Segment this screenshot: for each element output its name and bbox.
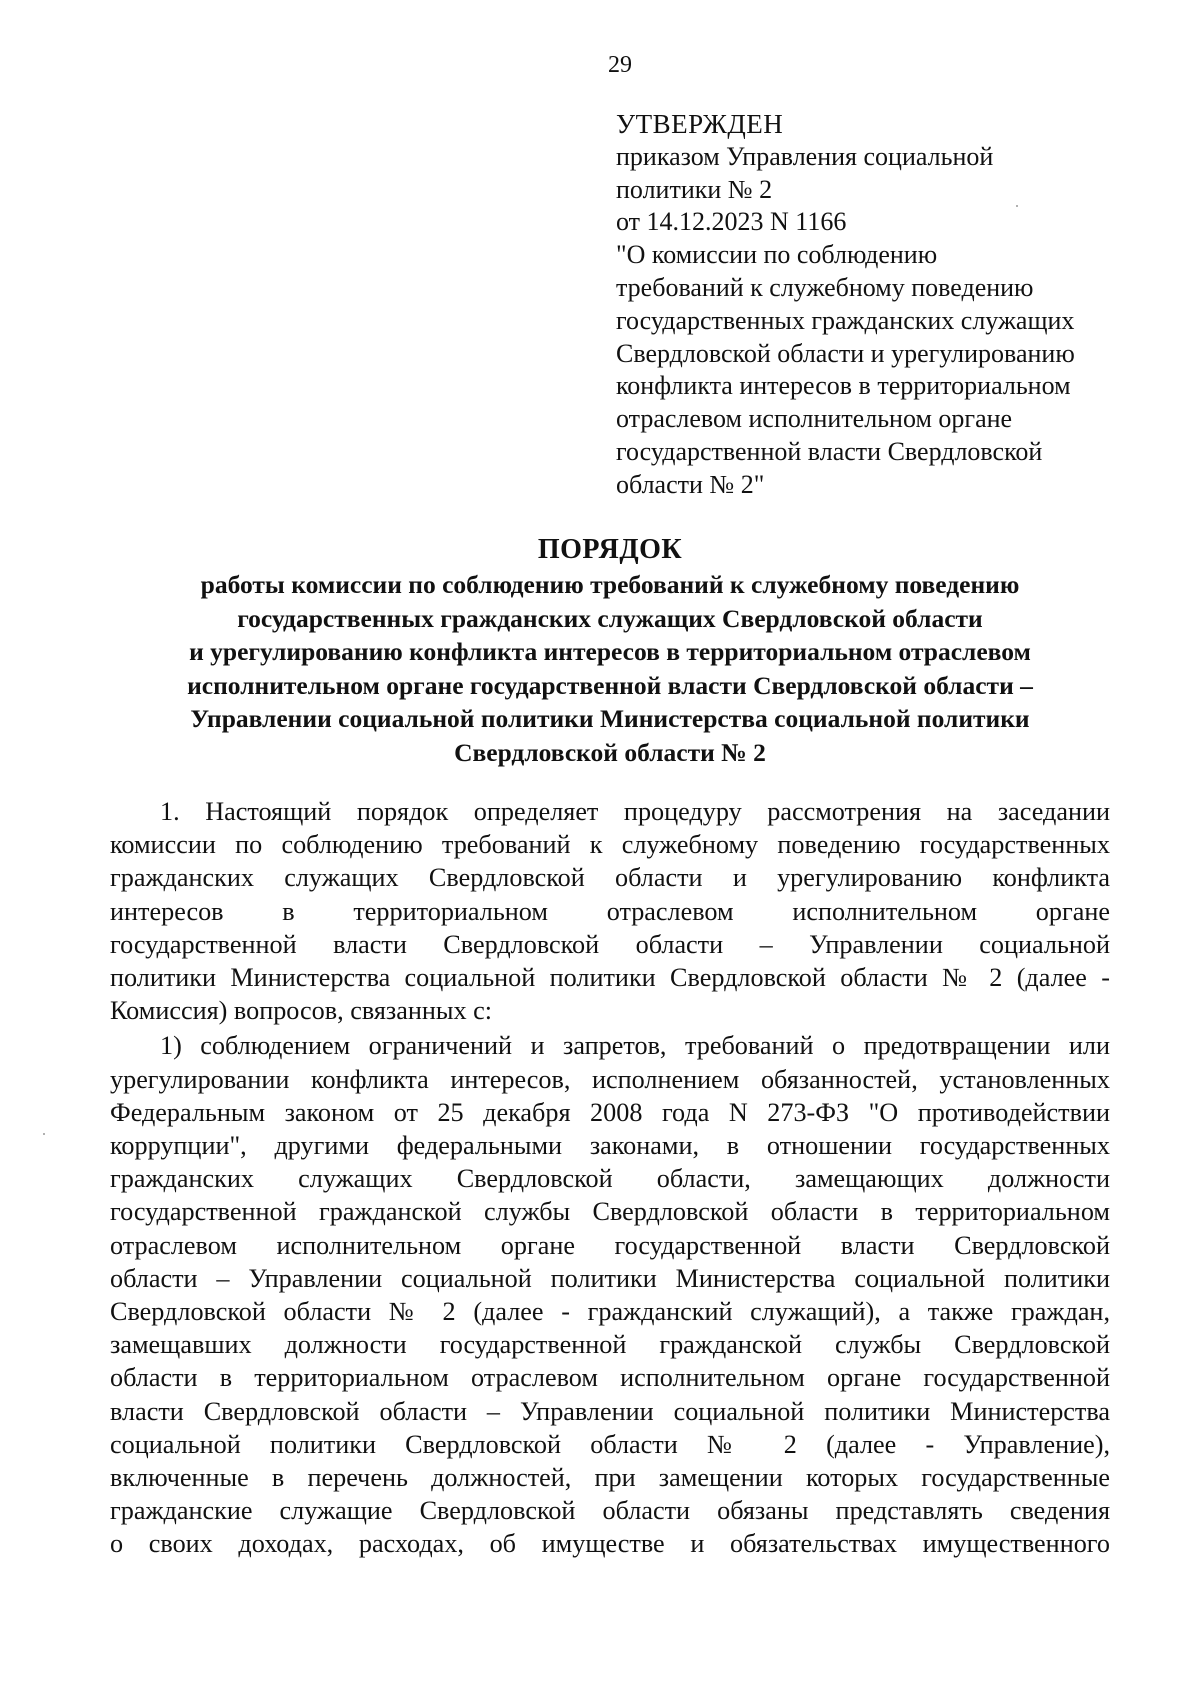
approval-line: требований к служебному поведению [616, 272, 1034, 302]
document-subtitle [110, 568, 1110, 769]
body-line: комиссии по соблюдению требований к служебному поведению государственных [110, 830, 1110, 860]
approval-stamp-block [616, 108, 1136, 502]
body-line: Федеральным законом от 25 декабря 2008 года N 273-ФЗ "О противодействии [110, 1097, 1110, 1127]
approval-line: политики № 2 [616, 174, 773, 204]
subtitle-line: и урегулированию конфликта интересов в территориальном отраслевом [189, 637, 1031, 666]
body-line: замещавших должности государственной гражданской службы Свердловской [110, 1330, 1110, 1360]
body-line: коррупции", другими федеральными законами, в отношении государственных [110, 1131, 1110, 1161]
body-line: политики Министерства социальной политики Свердловской области № 2 (далее - [110, 963, 1110, 993]
approval-line: Свердловской области и урегулированию [616, 338, 1075, 368]
body-line: Комиссия) вопросов, связанных с: [110, 996, 493, 1026]
approval-line: государственных гражданских служащих [616, 305, 1075, 335]
subtitle-line: Свердловской области № 2 [454, 737, 766, 767]
approval-heading: УТВЕРЖДЕН [616, 109, 784, 139]
approval-line: "О комиссии по соблюдению [616, 240, 938, 270]
subtitle-line: Управлении социальной политики Министерства социальной политики [190, 704, 1030, 733]
body-line: государственной власти Свердловской области – Управлении социальной [110, 929, 1110, 959]
approval-line: отраслевом исполнительном органе [616, 404, 1013, 434]
subtitle-line: государственных гражданских служащих Свердловской области [237, 603, 983, 633]
paragraph-1 [110, 795, 1110, 1027]
scan-speck [1016, 205, 1018, 207]
document-title-block [110, 532, 1110, 769]
approval-line: приказом Управления социальной [616, 141, 994, 171]
scan-speck [43, 1133, 45, 1135]
approval-line: государственной власти Свердловской [616, 436, 1043, 466]
body-line: государственной гражданской службы Свердловской области в территориальном [110, 1197, 1110, 1227]
body-line: области – Управлении социальной политики Министерства социальной политики [110, 1263, 1110, 1293]
body-line: включенные в перечень должностей, при замещении которых государственные [110, 1463, 1110, 1493]
approval-line: от 14.12.2023 N 1166 [616, 207, 847, 237]
body-line: гражданских служащих Свердловской области, замещающих должности [110, 1164, 1110, 1194]
approval-line: конфликта интересов в территориальном [616, 371, 1071, 401]
body-line: 1) соблюдением ограничений и запретов, требований о предотвращении или [160, 1031, 1110, 1061]
subtitle-line: исполнительном органе государственной власти Свердловской области – [187, 670, 1033, 700]
body-line: о своих доходах, расходах, об имуществе и обязательствах имущественного [110, 1529, 1110, 1559]
paragraph-2 [110, 1029, 1110, 1560]
body-line: урегулировании конфликта интересов, исполнением обязанностей, установленных [110, 1064, 1110, 1094]
body-line: социальной политики Свердловской области № 2 (далее - Управление), [110, 1429, 1110, 1459]
approval-line: области № 2" [616, 469, 765, 499]
body-line: гражданских служащих Свердловской области и урегулированию конфликта [110, 863, 1110, 893]
body-line: отраслевом исполнительном органе государственной власти Свердловской [110, 1230, 1110, 1260]
body-line: власти Свердловской области – Управлении социальной политики Министерства [110, 1396, 1110, 1426]
document-body [110, 795, 1110, 1561]
body-line: Свердловской области № 2 (далее - гражданский служащий), а также граждан, [110, 1297, 1110, 1327]
subtitle-line: работы комиссии по соблюдению требований к служебному поведению [200, 570, 1020, 599]
body-line: области в территориальном отраслевом исполнительном органе государственной [110, 1363, 1110, 1393]
body-line: гражданские служащие Свердловской области обязаны представлять сведения [110, 1496, 1110, 1526]
document-title: ПОРЯДОК [537, 534, 683, 565]
page-number: 29 [608, 52, 632, 78]
body-line: интересов в территориальном отраслевом исполнительном органе [110, 896, 1110, 926]
body-line: 1. Настоящий порядок определяет процедуру рассмотрения на заседании [160, 797, 1110, 826]
